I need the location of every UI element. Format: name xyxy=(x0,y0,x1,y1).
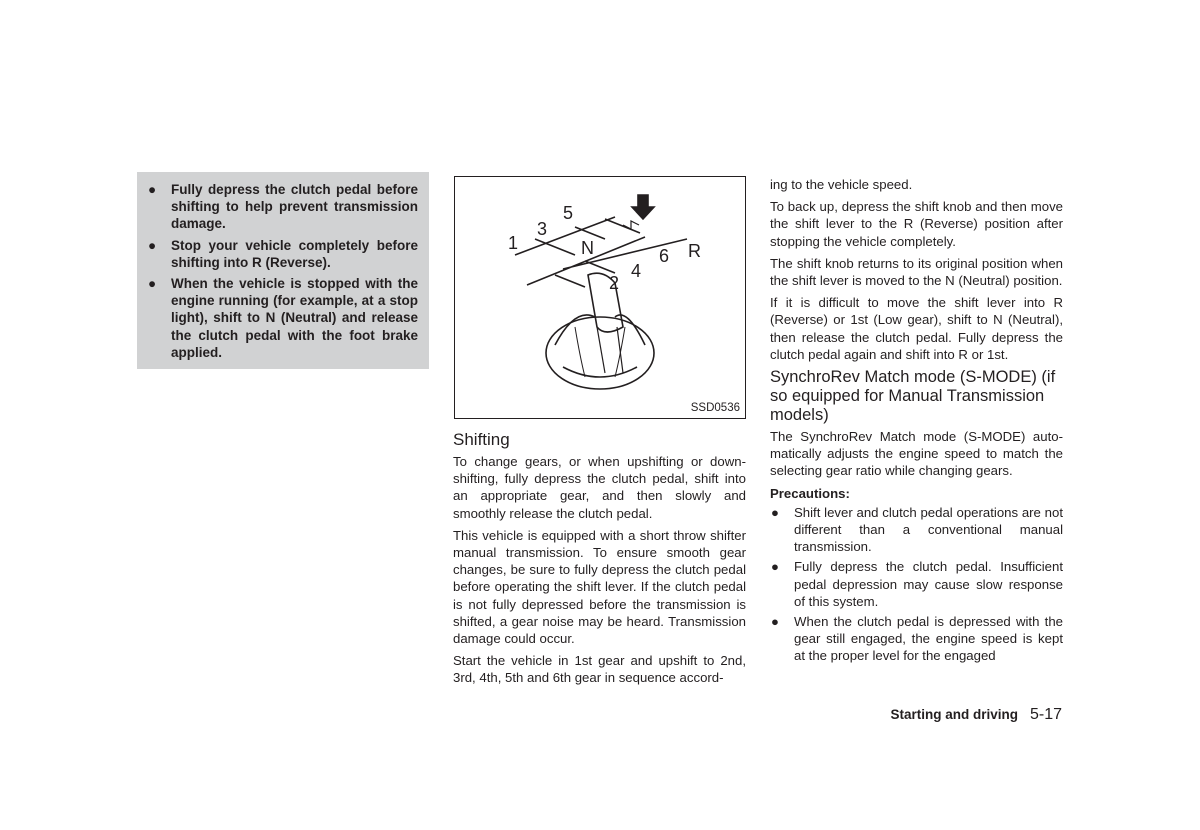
precaution-item: ● When the clutch pedal is depressed with the gear still engaged, the engine speed is kept at the proper level for the engaged xyxy=(771,614,1063,664)
shifting-section xyxy=(453,430,746,692)
gear-label-1: 1 xyxy=(508,233,519,253)
gear-label-4: 4 xyxy=(631,261,642,281)
paragraph: To change gears, or when upshifting or downshifting, fully depress the clutch pedal, shift into an appropriate gear, and then slowly and smoothly release the clutch pedal. xyxy=(453,454,746,521)
precaution-item: ● Shift lever and clutch pedal operations are not different than a conventional manual transmission. xyxy=(771,504,1063,555)
gear-label-6: 6 xyxy=(659,246,670,266)
precautions-list xyxy=(770,504,1063,665)
caution-item: ● Stop your vehicle completely before shifting into R (Reverse). xyxy=(148,237,418,270)
gear-label-reverse: R xyxy=(688,241,701,261)
bullet-icon: ● xyxy=(771,504,779,520)
paragraph: The shift knob returns to its original position when the shift lever is moved to the N (Neutral) position. xyxy=(770,255,1063,289)
paragraph: If it is difficult to move the shift lever into R (Reverse) or 1st (Low gear), shift to N (Neutral), then release the clutch pedal. Fully depress the clutch pedal again and shift into R or 1st. xyxy=(770,295,1063,362)
footer-section: Starting and driving xyxy=(890,707,1018,722)
bullet-icon: ● xyxy=(148,237,157,253)
bullet-icon: ● xyxy=(771,559,779,575)
shift-pattern-diagram xyxy=(455,177,745,418)
section-heading: Shifting xyxy=(453,430,510,449)
precaution-item: ● Fully depress the clutch pedal. Insufficient pedal depression may cause slow response of this system. xyxy=(771,559,1063,609)
gear-label-3: 3 xyxy=(537,219,548,239)
bullet-icon: ● xyxy=(148,276,157,292)
gear-label-neutral: N xyxy=(581,238,594,258)
page-footer xyxy=(890,706,1062,724)
precautions-heading: Precautions: xyxy=(770,485,850,501)
page-number: 5-17 xyxy=(1029,706,1062,723)
caution-list xyxy=(147,181,418,361)
paragraph: ing to the vehicle speed. xyxy=(770,177,913,192)
paragraph: To back up, depress the shift knob and then move the shift lever to the R (Reverse) position after stopping the vehicle completely. xyxy=(770,199,1063,249)
bullet-icon: ● xyxy=(148,182,157,197)
figure-code: SSD0536 xyxy=(690,402,740,414)
right-column xyxy=(770,176,1063,668)
caution-box xyxy=(137,172,429,369)
gear-label-5: 5 xyxy=(563,203,574,223)
smode-heading: SynchroRev Match mode (S-MODE) (if so equipped for Manual Transmission models) xyxy=(770,368,1056,425)
paragraph: Start the vehicle in 1st gear and upshift to 2nd, 3rd, 4th, 5th and 6th gear in sequence accord- xyxy=(453,653,746,686)
bullet-icon: ● xyxy=(771,614,779,630)
shift-pattern-figure xyxy=(454,176,746,419)
gear-label-2: 2 xyxy=(609,273,620,293)
paragraph: The SynchroRev Match mode (S-MODE) automatically adjusts the engine speed to match the selecting gear ratio while changing gears. xyxy=(770,429,1063,479)
caution-item: ● When the vehicle is stopped with the engine running (for example, at a stop light), shift to N (Neutral) and release the clutch pedal with the foot brake applied. xyxy=(148,276,418,360)
caution-item: ● Fully depress the clutch pedal before shifting to help prevent transmission damage. xyxy=(148,182,418,232)
paragraph: This vehicle is equipped with a short throw shifter manual transmission. To ensure smooth gear changes, be sure to fully depress the clutch pedal before operating the shift lever. If the clutch pedal is not fully depressed before the transmission is shifted, a gear noise may be heard. Transmission damage could occur. xyxy=(453,527,746,647)
